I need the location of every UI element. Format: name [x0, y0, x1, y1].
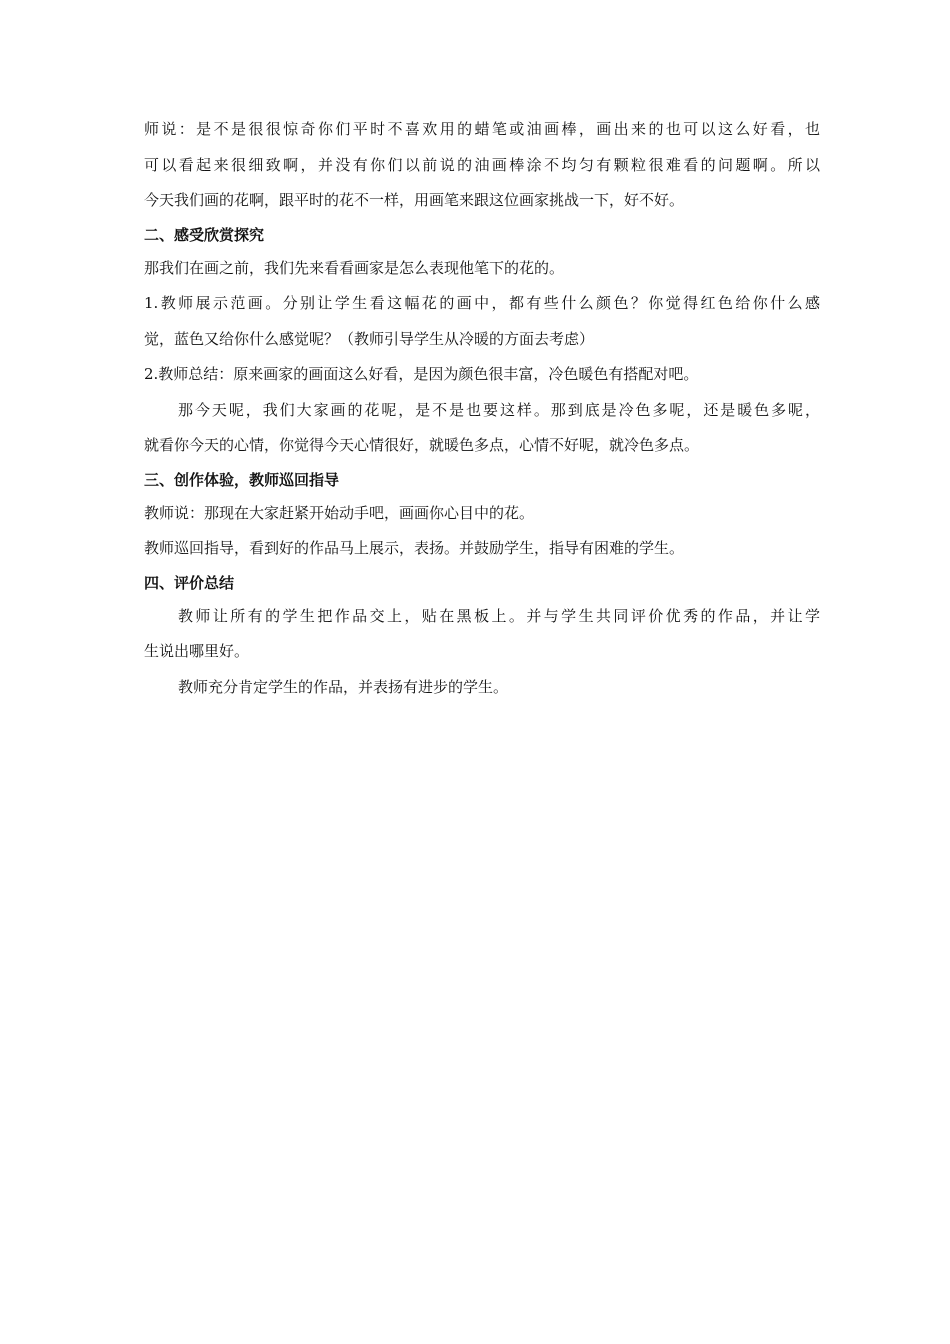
section4-para1-line-2: 生说出哪里好。	[144, 642, 250, 660]
section-heading-4: 四、评价总结	[144, 573, 235, 592]
section4-para2: 教师充分肯定学生的作品，并表扬有进步的学生。	[178, 677, 509, 696]
section2-lead: 那我们在画之前，我们先来看看画家是怎么表现他笔下的花的。	[144, 258, 565, 277]
section4-para1-line-1: 教师让所有的学生把作品交上，贴在黑板上。并与学生共同评价优秀的作品，并让学	[178, 606, 820, 625]
section3-line-2: 教师巡回指导，看到好的作品马上展示，表扬。并鼓励学生，指导有困难的学生。	[144, 539, 685, 557]
section-heading-2: 二、感受欣赏探究	[144, 225, 265, 244]
intro-line-1: 师说：是不是很很惊奇你们平时不喜欢用的蜡笔或油画棒，画出来的也可以这么好看，也	[144, 120, 820, 138]
intro-line-2: 可以看起来很细致啊，并没有你们以前说的油画棒涂不均匀有颗粒很难看的问题啊。所以	[144, 155, 820, 174]
section-heading-3: 三、创作体验，教师巡回指导	[144, 470, 340, 489]
section2-item2: 2.教师总结：原来画家的画面这么好看，是因为颜色很丰富，冷色暖色有搭配对吧。	[144, 365, 699, 383]
intro-line-3: 今天我们画的花啊，跟平时的花不一样，用画笔来跟这位画家挑战一下，好不好。	[144, 191, 685, 209]
section2-para-line-1: 那今天呢，我们大家画的花呢，是不是也要这样。那到底是冷色多呢，还是暖色多呢，	[178, 400, 820, 419]
section2-para-line-2: 就看你今天的心情，你觉得今天心情很好，就暖色多点，心情不好呢，就冷色多点。	[144, 436, 700, 454]
section3-line-1: 教师说：那现在大家赶紧开始动手吧，画画你心目中的花。	[144, 503, 535, 522]
section2-item1-line-2: 觉，蓝色又给你什么感觉呢？（教师引导学生从冷暖的方面去考虑）	[144, 329, 595, 348]
section2-item1-line-1: 1.教师展示范画。分别让学生看这幅花的画中，都有些什么颜色？你觉得红色给你什么感	[144, 294, 820, 312]
document-body	[144, 112, 820, 705]
